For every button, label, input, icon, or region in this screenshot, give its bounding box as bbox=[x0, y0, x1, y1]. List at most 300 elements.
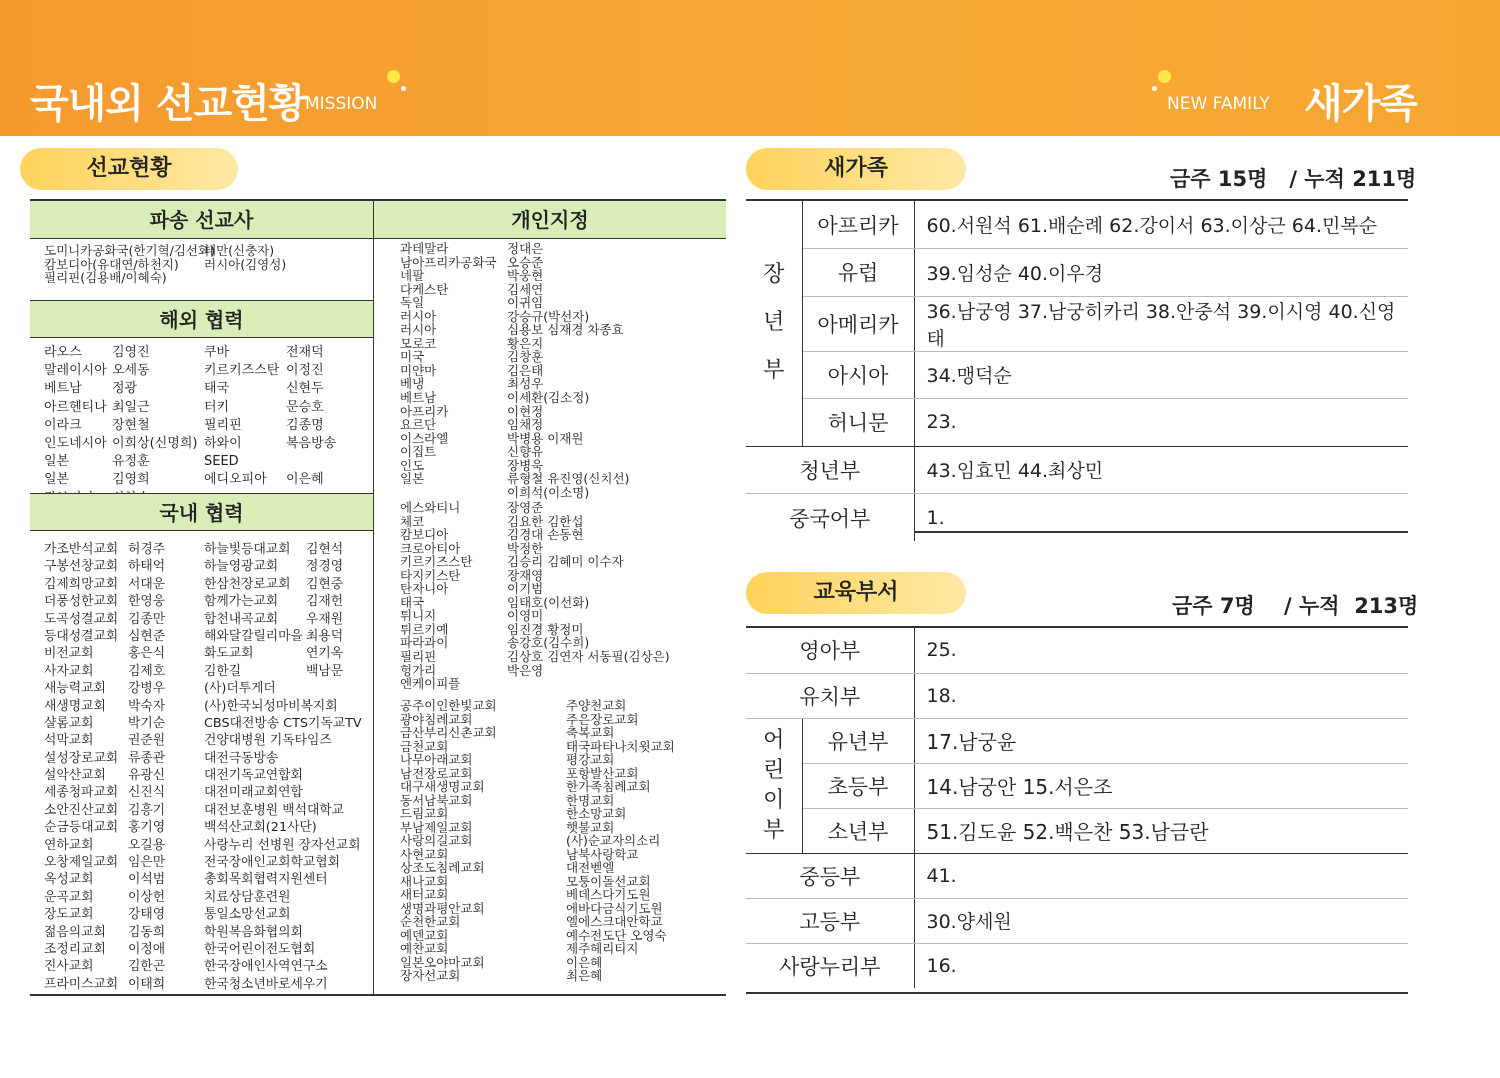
personal-list-a bbox=[400, 242, 720, 499]
list-cell: 조정리교회 bbox=[44, 941, 106, 957]
name-cell: 박병용 이재원 bbox=[507, 430, 584, 446]
list-cell: 이은혜 bbox=[286, 472, 324, 488]
list-item bbox=[44, 558, 370, 575]
list-item bbox=[400, 596, 720, 610]
list-cell: 새생명교회 bbox=[44, 698, 106, 714]
list-cell: 라오스 bbox=[44, 345, 82, 360]
list-cell: 키르키즈스탄 bbox=[204, 363, 280, 379]
list-cell: (사)한국뇌성마비복지회 bbox=[204, 698, 338, 714]
list-item bbox=[400, 459, 720, 473]
list-item bbox=[400, 323, 720, 337]
list-item bbox=[400, 256, 720, 270]
name-cell: 박정한 bbox=[507, 540, 544, 556]
member-names: 51.김도윤 52.백은찬 53.남금란 bbox=[914, 808, 1408, 853]
list-cell: 인도네시아 bbox=[44, 435, 107, 451]
list-cell: 백석산교회(21사단) bbox=[204, 820, 317, 836]
name-cell: 김요한 김한섭 bbox=[507, 513, 584, 529]
country-cell: 일본 bbox=[400, 471, 425, 487]
country-cell: 튀니지 bbox=[400, 608, 437, 624]
list-item bbox=[44, 663, 370, 680]
list-item bbox=[400, 582, 720, 596]
list-item bbox=[400, 391, 720, 405]
country-cell: 다케스탄 bbox=[400, 281, 449, 297]
list-cell: 샬롬교회 bbox=[44, 715, 94, 731]
name-cell: 이세환(김소정) bbox=[507, 390, 590, 406]
list-cell: 하늘빛등대교회 bbox=[204, 542, 291, 557]
list-cell bbox=[306, 924, 370, 941]
country-cell: 남아프리카공화국 bbox=[400, 254, 497, 270]
list-item bbox=[400, 569, 720, 583]
list-cell: 태국 bbox=[204, 381, 230, 397]
table-row bbox=[746, 399, 1408, 447]
table-row bbox=[746, 249, 1408, 297]
list-item bbox=[44, 645, 370, 662]
list-item bbox=[400, 501, 720, 515]
list-cell: 화도교회 bbox=[204, 646, 254, 662]
list-cell: 박숙자 bbox=[128, 698, 166, 714]
list-cell: 김현중 bbox=[306, 576, 344, 592]
list-cell: 젊음의교회 bbox=[44, 924, 106, 940]
list-cell: 필리핀 bbox=[204, 417, 242, 433]
list-cell bbox=[306, 941, 370, 958]
name-cell: 임태호(이선화) bbox=[507, 594, 590, 610]
list-cell: 오세동 bbox=[112, 363, 150, 379]
table-row bbox=[746, 628, 1408, 673]
name-cell: 이희석(이소명) bbox=[507, 484, 590, 500]
member-names: 18. bbox=[914, 673, 1408, 718]
list-cell: 김영진 bbox=[112, 345, 150, 360]
list-item bbox=[400, 609, 720, 623]
list-cell: 김제호 bbox=[128, 663, 166, 679]
list-item bbox=[44, 715, 370, 732]
list-cell: 가조반석교회 bbox=[44, 542, 119, 557]
domestic-list bbox=[44, 541, 370, 993]
member-names: 43.임효민 44.최상민 bbox=[914, 446, 1408, 494]
list-cell bbox=[306, 837, 370, 854]
list-cell: 비전교회 bbox=[44, 646, 94, 662]
personal-list-b bbox=[400, 501, 720, 691]
name-cell: 신향유 bbox=[507, 444, 544, 460]
list-item bbox=[44, 611, 370, 628]
sent-list-col2: 대만(신충자) 러시아(김영성) bbox=[204, 243, 287, 272]
list-item bbox=[44, 732, 370, 749]
personal-designation-header: 개인지정 bbox=[374, 201, 726, 239]
name-cell: 심용보 심재경 차종효 bbox=[507, 322, 624, 338]
member-names: 34.맹덕순 bbox=[914, 351, 1408, 399]
list-cell: 등대성결교회 bbox=[44, 628, 119, 644]
table-row bbox=[746, 296, 1408, 351]
name-cell: 김창훈 bbox=[507, 349, 544, 365]
list-item bbox=[44, 941, 370, 958]
dept-label: 고등부 bbox=[746, 898, 914, 943]
list-cell: 이상헌 bbox=[128, 889, 166, 905]
list-cell bbox=[306, 889, 370, 906]
list-cell: 연하교회 bbox=[44, 837, 94, 853]
name-cell: 장재영 bbox=[507, 567, 544, 583]
table-row bbox=[746, 853, 1408, 898]
list-cell: 김현석 bbox=[306, 542, 344, 557]
list-cell: 구봉선창교회 bbox=[44, 559, 119, 575]
name-cell: 오승준 bbox=[507, 254, 544, 270]
country-cell: 러시아 bbox=[400, 322, 437, 338]
dept-label: 소년부 bbox=[802, 808, 914, 853]
list-cell: 이라크 bbox=[44, 417, 82, 433]
list-cell: 임은만 bbox=[128, 855, 166, 871]
member-names: 23. bbox=[914, 399, 1408, 447]
name-cell: 장병욱 bbox=[507, 457, 544, 473]
list-cell: 김종만 bbox=[128, 611, 166, 627]
country-cell: 크로아티아 bbox=[400, 540, 461, 556]
region-label: 아시아 bbox=[802, 351, 914, 399]
list-cell: 정경영 bbox=[306, 559, 344, 575]
list-cell: 순금등대교회 bbox=[44, 820, 119, 836]
list-cell: 사랑누리 선병원 장자선교회 bbox=[204, 837, 361, 853]
list-item bbox=[44, 750, 370, 767]
list-cell: 류종관 bbox=[128, 750, 166, 766]
list-cell: 신현두 bbox=[286, 381, 324, 397]
dot-icon bbox=[1152, 86, 1157, 91]
country-cell: 네팔 bbox=[400, 268, 425, 284]
education-table bbox=[746, 626, 1408, 994]
list-item bbox=[44, 819, 370, 836]
region-label: 아메리카 bbox=[802, 296, 914, 351]
list-cell: 김영희 bbox=[112, 472, 150, 488]
mission-subtitle: MISSION bbox=[305, 94, 378, 114]
new-family-title: 새가족 bbox=[1304, 81, 1417, 127]
region-label: 허니문 bbox=[802, 399, 914, 447]
list-cell bbox=[306, 976, 370, 993]
personal-church-list-1: 공주이인한빛교회 광야침례교회 금산부리신촌교회 금천교회 나무아래교회 남전장로교회 대구새생명교회 동서남북교회 드림교회 부남제일교회 사랑의길교회 사현교회 상조도침례교회 새나교회 새터교회 생명과평안교회 순천한교회 예덴교회 예찬교회 일본오야마교회 장자선교회 bbox=[400, 698, 497, 983]
dept-label: 중등부 bbox=[746, 853, 914, 898]
list-cell: 권준원 bbox=[128, 733, 166, 749]
sent-missionaries-header: 파송 선교사 bbox=[30, 201, 373, 239]
list-cell: 장현철 bbox=[112, 417, 150, 433]
list-item bbox=[400, 636, 720, 650]
list-item bbox=[400, 650, 720, 664]
list-item bbox=[44, 924, 370, 941]
list-item bbox=[400, 664, 720, 678]
list-item bbox=[44, 976, 370, 993]
list-cell: 유정훈 bbox=[112, 454, 150, 470]
list-cell: 강태영 bbox=[128, 907, 166, 923]
table-row bbox=[746, 898, 1408, 943]
name-cell: 정대은 bbox=[507, 241, 544, 256]
list-cell: 설성장로교회 bbox=[44, 750, 119, 766]
country-cell: 이스라엘 bbox=[400, 430, 449, 446]
list-item bbox=[400, 472, 720, 486]
list-cell: 이태희 bbox=[128, 976, 166, 992]
list-item bbox=[44, 802, 370, 819]
list-item bbox=[44, 362, 364, 380]
list-item bbox=[44, 871, 370, 888]
list-item bbox=[44, 453, 364, 471]
list-item bbox=[44, 593, 370, 610]
dot-icon bbox=[387, 70, 400, 83]
list-cell: 이정진 bbox=[286, 363, 324, 379]
list-item bbox=[44, 854, 370, 871]
education-pill: 교육부서 bbox=[746, 572, 966, 614]
list-cell: 김제희망교회 bbox=[44, 576, 119, 592]
list-cell bbox=[286, 453, 356, 471]
domestic-header: 국내 협력 bbox=[30, 493, 373, 531]
member-names: 41. bbox=[914, 853, 1408, 898]
list-cell: 김종명 bbox=[286, 417, 324, 433]
country-cell: 이집트 bbox=[400, 444, 437, 460]
list-cell: (사)더투게더 bbox=[204, 681, 276, 697]
list-item bbox=[400, 677, 720, 691]
name-cell: 강승규(박선자) bbox=[507, 308, 590, 324]
name-cell: 류형철 유진영(신치선) bbox=[507, 471, 630, 487]
list-cell: 김한곤 bbox=[128, 959, 166, 975]
country-cell: 모로코 bbox=[400, 335, 437, 351]
list-item bbox=[400, 623, 720, 637]
list-cell bbox=[306, 732, 370, 749]
list-cell: 말레이시아 bbox=[44, 363, 107, 379]
list-cell: 허경주 bbox=[128, 542, 166, 557]
list-cell: 소안진산교회 bbox=[44, 802, 119, 818]
list-cell: 이희상(신명희) bbox=[112, 435, 198, 451]
dept-label: 영아부 bbox=[746, 628, 914, 673]
table-row bbox=[746, 201, 1408, 249]
list-item bbox=[44, 784, 370, 801]
name-cell: 이기범 bbox=[507, 581, 544, 597]
list-cell: 강병우 bbox=[128, 681, 166, 697]
education-count: 금주 7명 / 누적 213명 bbox=[1172, 594, 1419, 618]
list-cell bbox=[306, 784, 370, 801]
list-cell: 이정애 bbox=[128, 941, 166, 957]
dot-icon bbox=[401, 86, 406, 91]
list-item bbox=[44, 698, 370, 715]
name-cell: 김승리 김혜미 이수자 bbox=[507, 554, 624, 570]
name-cell: 장영준 bbox=[507, 500, 544, 515]
new-family-pill: 새가족 bbox=[746, 148, 966, 190]
name-cell: 임채정 bbox=[507, 417, 544, 433]
list-cell: 한국청소년바로세우기 bbox=[204, 976, 328, 992]
name-cell: 최성우 bbox=[507, 376, 544, 392]
list-cell: 옥성교회 bbox=[44, 872, 94, 888]
member-names: 30.양세원 bbox=[914, 898, 1408, 943]
list-cell: 대전극동방송 bbox=[204, 750, 279, 766]
country-cell: 요르단 bbox=[400, 417, 437, 433]
list-item bbox=[400, 337, 720, 351]
country-cell: 엔케이피플 bbox=[400, 676, 461, 692]
country-cell: 타지키스탄 bbox=[400, 567, 461, 583]
list-cell: 하와이 bbox=[204, 435, 242, 451]
list-cell: 해와달갈릴리마을 bbox=[204, 628, 303, 644]
list-cell: 세종청파교회 bbox=[44, 785, 119, 801]
country-cell: 과테말라 bbox=[400, 241, 449, 256]
list-cell: 최용덕 bbox=[306, 628, 344, 644]
table-row bbox=[746, 494, 1408, 542]
list-cell: 오창제일교회 bbox=[44, 855, 119, 871]
list-cell bbox=[306, 854, 370, 871]
list-item bbox=[400, 486, 720, 500]
list-item bbox=[44, 680, 370, 697]
list-item bbox=[400, 418, 720, 432]
member-names: 39.임성순 40.이우경 bbox=[914, 249, 1408, 297]
table-row bbox=[746, 446, 1408, 494]
list-cell: 유광신 bbox=[128, 768, 166, 784]
youth-dept-label: 장 년 부 bbox=[746, 201, 802, 446]
list-cell bbox=[306, 819, 370, 836]
country-cell: 인도 bbox=[400, 457, 425, 473]
list-cell: 치료상담훈련원 bbox=[204, 889, 291, 905]
list-item bbox=[44, 344, 364, 362]
list-cell: 터키 bbox=[204, 399, 230, 415]
list-cell: 한국어린이전도협회 bbox=[204, 941, 316, 957]
list-item bbox=[400, 364, 720, 378]
country-cell bbox=[400, 486, 507, 500]
member-names: 14.남궁안 15.서은조 bbox=[914, 763, 1408, 808]
country-cell: 미얀마 bbox=[400, 362, 437, 378]
sent-list-col1: 도미니카공화국(한기혁/김선화) 캄보디아(유대연/하천지) 필리핀(김용배/이혜숙) bbox=[44, 243, 215, 286]
list-cell: 김흥기 bbox=[128, 802, 166, 818]
name-cell: 김은태 bbox=[507, 362, 544, 378]
personal-church-list-2: 주양천교회 주은장로교회 축복교회 태국파타나치윗교회 평강교회 포항발산교회 한가족침례교회 한명교회 한소망교회 햇불교회 (사)순교자의소리 남북사랑학교 대전벧엘 모퉁이돌선교회 베데스다기도원 에바다금식기도원 엘에스크대안학교 예수전도단 오영숙 제주헤리티지 이은혜 최은혜 bbox=[566, 698, 675, 983]
header-banner bbox=[0, 0, 1500, 136]
list-cell: 아르헨티나 bbox=[44, 399, 107, 415]
page-title: 국내외 선교현황 bbox=[30, 81, 307, 127]
list-item bbox=[400, 377, 720, 391]
list-cell bbox=[306, 802, 370, 819]
list-cell: 한국장애인사역연구소 bbox=[204, 959, 328, 975]
country-cell: 캄보디아 bbox=[400, 527, 449, 543]
list-cell: 연기옥 bbox=[306, 646, 344, 662]
list-item bbox=[400, 350, 720, 364]
member-names: 16. bbox=[926, 954, 957, 977]
new-family-count: 금주 15명 / 누적 211명 bbox=[1170, 167, 1417, 191]
dot-icon bbox=[1158, 70, 1171, 83]
list-cell: SEED bbox=[204, 454, 239, 470]
list-cell: 총회목회협력지원센터 bbox=[204, 872, 328, 888]
list-cell: 대전보훈병원 백석대학교 bbox=[204, 802, 345, 818]
list-cell bbox=[306, 767, 370, 784]
name-cell: 황은지 bbox=[507, 335, 544, 351]
list-item bbox=[400, 515, 720, 529]
country-cell: 헝가리 bbox=[400, 662, 437, 678]
list-item bbox=[400, 528, 720, 542]
list-item bbox=[44, 576, 370, 593]
country-cell: 베냉 bbox=[400, 376, 425, 392]
new-family-subtitle: NEW FAMILY bbox=[1167, 94, 1270, 114]
dept-label: 초등부 bbox=[802, 763, 914, 808]
list-cell: 박기순 bbox=[128, 715, 166, 731]
country-cell: 튀르키예 bbox=[400, 621, 449, 637]
list-cell: 일본 bbox=[44, 454, 70, 470]
list-cell: 서대운 bbox=[128, 576, 166, 592]
list-cell: 김재헌 bbox=[306, 594, 344, 610]
list-cell: 석막교회 bbox=[44, 733, 94, 749]
member-names: 36.남궁영 37.남궁히카리 38.안중석 39.이시영 40.신영태 bbox=[914, 296, 1408, 351]
name-cell: 송강호(김수희) bbox=[507, 635, 590, 651]
list-cell: 설악산교회 bbox=[44, 768, 106, 784]
name-cell: 김세연 bbox=[507, 281, 544, 297]
list-cell: 통일소망선교회 bbox=[204, 907, 291, 923]
name-cell: 김상호 김연자 서동필(김상은) bbox=[507, 649, 670, 665]
list-item bbox=[400, 405, 720, 419]
member-names: 60.서원석 61.배순례 62.강이서 63.이상근 64.민복순 bbox=[914, 201, 1408, 249]
table-row bbox=[746, 351, 1408, 399]
list-cell: 함께가는교회 bbox=[204, 594, 279, 610]
list-item bbox=[44, 906, 370, 923]
list-cell: 전국장애인교회학교협회 bbox=[204, 855, 340, 871]
list-item bbox=[400, 542, 720, 556]
list-cell: 최일근 bbox=[112, 399, 150, 415]
country-cell: 러시아 bbox=[400, 308, 437, 324]
list-item bbox=[400, 242, 720, 256]
list-item bbox=[44, 837, 370, 854]
member-names: 25. bbox=[914, 628, 1408, 673]
list-cell bbox=[306, 680, 370, 697]
list-item bbox=[44, 417, 364, 435]
list-cell: CBS대전방송 CTS기독교TV bbox=[204, 715, 362, 731]
list-cell: 홍기영 bbox=[128, 820, 166, 836]
list-cell: 건양대병원 기독타임즈 bbox=[204, 733, 332, 749]
region-label: 아프리카 bbox=[802, 201, 914, 249]
name-cell: 이귀임 bbox=[507, 295, 544, 311]
list-item bbox=[44, 380, 364, 398]
list-cell: 복음방송 bbox=[286, 435, 337, 451]
list-cell: 대전기독교연합회 bbox=[204, 768, 303, 784]
list-cell: 에디오피아 bbox=[204, 472, 267, 488]
name-cell: 박웅현 bbox=[507, 268, 544, 284]
country-cell: 미국 bbox=[400, 349, 425, 365]
table-row bbox=[746, 808, 1408, 853]
list-cell bbox=[306, 906, 370, 923]
list-item bbox=[44, 541, 370, 558]
list-cell: 사자교회 bbox=[44, 663, 94, 679]
list-item bbox=[400, 296, 720, 310]
list-item bbox=[400, 555, 720, 569]
country-cell: 파라과이 bbox=[400, 635, 449, 651]
list-cell: 운곡교회 bbox=[44, 889, 94, 905]
list-item bbox=[400, 283, 720, 297]
list-cell: 김동희 bbox=[128, 924, 166, 940]
list-item bbox=[400, 445, 720, 459]
country-cell: 체코 bbox=[400, 513, 425, 529]
country-cell: 탄자니아 bbox=[400, 581, 449, 597]
mission-status-pill: 선교현황 bbox=[20, 148, 238, 190]
list-cell: 홍은식 bbox=[128, 646, 166, 662]
name-cell: 김경대 손동현 bbox=[507, 527, 584, 543]
name-cell: 박은영 bbox=[507, 662, 544, 678]
list-cell: 한삼천장로교회 bbox=[204, 576, 291, 592]
country-cell: 에스와티니 bbox=[400, 500, 461, 515]
list-item bbox=[400, 432, 720, 446]
list-cell: 오길용 bbox=[128, 837, 166, 853]
list-cell: 김한길 bbox=[204, 663, 242, 679]
member-names: 17.남궁윤 bbox=[914, 718, 1408, 763]
list-cell: 프라미스교회 bbox=[44, 976, 119, 992]
list-cell: 문승호 bbox=[286, 399, 324, 415]
list-cell: 장도교회 bbox=[44, 907, 94, 923]
list-cell bbox=[306, 871, 370, 888]
list-cell bbox=[306, 698, 370, 715]
country-cell: 독일 bbox=[400, 295, 425, 311]
children-dept-label: 어 린 이 부 bbox=[746, 718, 802, 853]
list-cell: 우재원 bbox=[306, 611, 344, 627]
list-cell: 심현준 bbox=[128, 628, 166, 644]
name-cell: 임진경 황정미 bbox=[507, 621, 584, 637]
list-cell: 쿠바 bbox=[204, 345, 230, 360]
country-cell: 키르키즈스탄 bbox=[400, 554, 473, 570]
panel-divider bbox=[373, 199, 374, 996]
table-row bbox=[746, 673, 1408, 718]
list-cell: 정광 bbox=[112, 381, 138, 397]
name-cell: 이현정 bbox=[507, 403, 544, 419]
list-item bbox=[44, 628, 370, 645]
list-cell bbox=[306, 958, 370, 975]
